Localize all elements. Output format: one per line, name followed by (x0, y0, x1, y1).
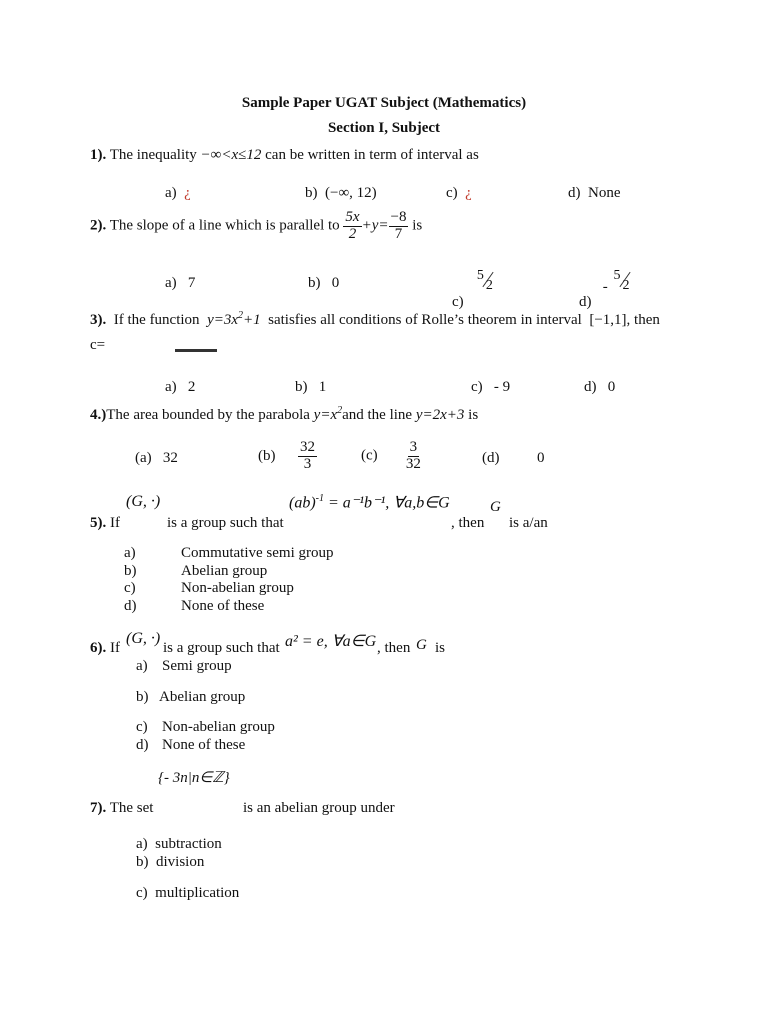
option-value: ¿ (465, 185, 472, 201)
option-a[interactable] (136, 837, 222, 852)
fraction: $\frac{-8}{7}$ (390, 209, 407, 242)
option-letter: b) (136, 689, 149, 705)
question-6 (90, 641, 120, 656)
option-letter: d) (579, 294, 592, 310)
question-3 (90, 311, 660, 328)
question-text: is (468, 407, 479, 423)
option-letter: b) (124, 563, 137, 579)
option-letter: b) (305, 185, 318, 201)
question-7 (90, 801, 153, 816)
question-number: 1). (90, 147, 107, 163)
slash-fraction: 5 2 (476, 268, 493, 293)
option-b[interactable] (136, 690, 245, 705)
option-c[interactable] (136, 886, 239, 901)
question-number: 7). (90, 800, 107, 816)
option-letter: b) (295, 379, 308, 395)
slash-fraction: 5 2 (613, 268, 630, 293)
option-value: 32 (162, 450, 178, 466)
option-value: Non-abelian group (181, 580, 294, 596)
math-condition: (ab)$^{-1}$ = a⁻¹b⁻¹, ∀a,b∈G (289, 493, 450, 512)
option-b[interactable] (295, 380, 326, 395)
option-sign: - (602, 279, 608, 295)
option-b[interactable] (305, 186, 377, 201)
option-d[interactable] (482, 451, 545, 466)
option-a[interactable] (165, 276, 195, 291)
option-b[interactable] (136, 855, 204, 870)
option-letter: d) (584, 379, 597, 395)
option-letter: d) (136, 737, 149, 753)
option-letter: (c) (361, 447, 378, 464)
option-letter: c) (471, 379, 483, 395)
option-c[interactable] (471, 380, 510, 395)
option-value: - 9 (493, 379, 511, 395)
question-text: , then (626, 312, 660, 328)
option-letter: a) (136, 836, 148, 852)
question-number: 2). (90, 217, 107, 234)
math-operator: +y= (361, 217, 389, 234)
question-number: 4.) (90, 407, 107, 423)
question-text: If (110, 515, 120, 531)
option-value: multiplication (155, 885, 240, 901)
option-value: 1 (318, 379, 327, 395)
question-number: 5). (90, 515, 107, 531)
option-value: 7 (187, 275, 196, 291)
option-value: Commutative semi group (181, 545, 334, 561)
question-number: 6). (90, 640, 107, 656)
question-text: can be written in term of interval as (265, 147, 479, 163)
math-symbol: G (490, 499, 501, 515)
question-text: The slope of a line which is parallel to (109, 217, 340, 234)
option-value: 0 (537, 450, 545, 466)
option-value: ¿ (184, 185, 191, 201)
math-interval: [−1,1] (589, 312, 627, 328)
option-a[interactable] (124, 546, 333, 561)
option-letter: b) (308, 275, 321, 291)
math-symbol: G (416, 637, 427, 653)
fraction: $\frac{3}{32}$ (405, 439, 421, 472)
option-letter: a) (136, 658, 148, 674)
question-2 (90, 210, 422, 243)
option-letter: a) (165, 185, 177, 201)
question-text: The area bounded by the parabola (106, 407, 310, 423)
option-value: division (156, 854, 205, 870)
math-expression: $y=3x^2+1$ (207, 310, 261, 328)
option-letter: a) (165, 379, 177, 395)
question-text: is (412, 217, 423, 234)
option-letter: c) (446, 185, 458, 201)
option-value: Abelian group (181, 563, 268, 579)
question-text: , then (377, 640, 411, 656)
option-d[interactable] (568, 186, 621, 201)
option-c[interactable] (124, 581, 294, 596)
option-letter: a) (165, 275, 177, 291)
question-4 (90, 406, 478, 423)
question-1 (90, 148, 479, 163)
math-expression: −∞<x≤12 (200, 147, 262, 163)
paper-title: Sample Paper UGAT Subject (Mathematics) (241, 95, 527, 111)
question-text: If the function (113, 312, 200, 328)
fraction: $\frac{5x}{2}$ (345, 209, 360, 242)
answer-blank (175, 349, 217, 352)
option-d[interactable] (136, 738, 245, 753)
option-value: 0 (331, 275, 340, 291)
option-c[interactable] (452, 268, 497, 310)
math-group: (G, ·) (126, 630, 161, 647)
question-text: is a/an (509, 515, 548, 531)
option-a[interactable] (165, 186, 191, 201)
question-3-line2: c= (90, 337, 106, 353)
option-letter: c) (136, 719, 148, 735)
option-value: (−∞, 12) (325, 185, 377, 201)
option-a[interactable] (136, 659, 232, 674)
math-condition: a² = e, ∀a∈G (285, 633, 377, 650)
option-letter: (a) (135, 450, 152, 466)
option-c[interactable] (136, 720, 275, 735)
math-expression: $y=x^2$ (313, 405, 343, 423)
section-title: Section I, Subject (327, 120, 441, 136)
option-value: subtraction (155, 836, 222, 852)
question-text: is (435, 640, 446, 656)
option-b[interactable] (124, 564, 267, 579)
option-letter: d) (124, 598, 137, 614)
question-text: , then (451, 515, 485, 531)
option-letter: c) (452, 294, 464, 310)
option-value: Abelian group (159, 689, 246, 705)
option-letter: (b) (258, 447, 276, 464)
question-number: 3). (90, 312, 107, 328)
question-text: The inequality (109, 147, 197, 163)
option-value: None of these (162, 737, 246, 753)
option-d[interactable] (124, 599, 264, 614)
option-c[interactable] (361, 440, 423, 473)
question-text: is a group such that (163, 640, 280, 656)
option-a[interactable] (165, 380, 195, 395)
question-text: satisfies all conditions of Rolle’s theorem in interval (268, 312, 582, 328)
option-c[interactable] (446, 186, 472, 201)
question-text: If (110, 640, 120, 656)
option-value: Semi group (162, 658, 232, 674)
option-d[interactable] (579, 268, 634, 310)
question-text: is a group such that (167, 515, 284, 531)
option-letter: c) (124, 580, 136, 596)
question-5 (90, 516, 120, 531)
option-value: 0 (607, 379, 616, 395)
option-b[interactable] (308, 276, 339, 291)
option-value: 2 (187, 379, 196, 395)
option-b[interactable] (258, 440, 317, 473)
option-letter: b) (136, 854, 149, 870)
option-value: Non-abelian group (162, 719, 275, 735)
option-value: None of these (181, 598, 265, 614)
option-d[interactable] (584, 380, 615, 395)
math-set: {- 3n|n∈ℤ} (158, 770, 230, 786)
option-letter: c) (136, 885, 148, 901)
option-a[interactable] (135, 451, 178, 466)
question-text: The set (109, 800, 154, 816)
option-letter: a) (124, 545, 136, 561)
option-letter: d) (568, 185, 581, 201)
math-expression: y=2x+3 (415, 407, 465, 423)
option-letter: (d) (482, 450, 500, 466)
fraction: $\frac{32}{3}$ (300, 439, 315, 472)
math-group: (G, ·) (126, 493, 161, 510)
question-text: and the line (342, 407, 413, 423)
option-value: None (588, 185, 621, 201)
question-text: is an abelian group under (243, 800, 395, 816)
